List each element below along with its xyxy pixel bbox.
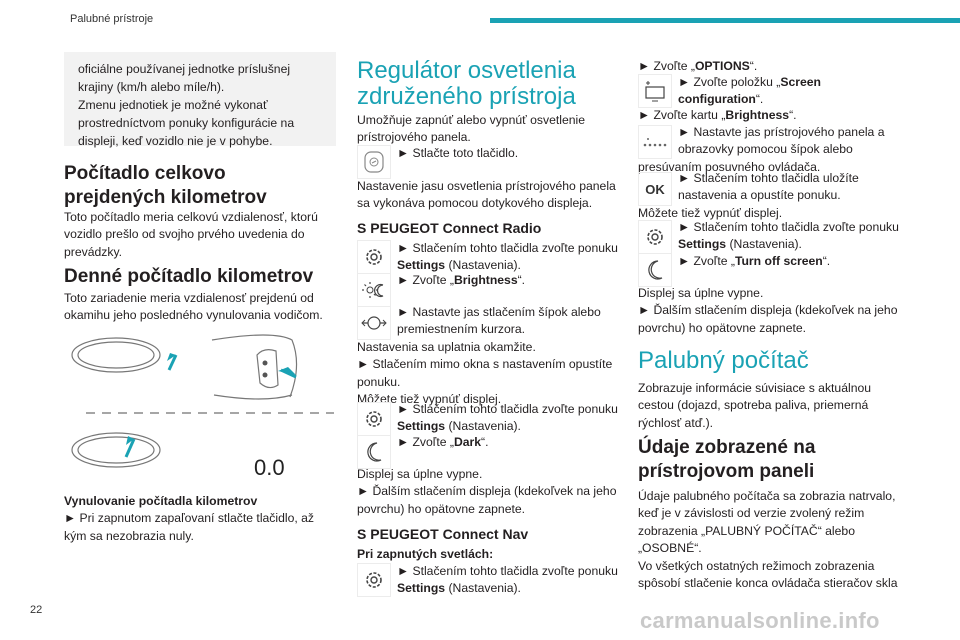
turn-off-step bbox=[678, 253, 830, 270]
text-line: cestou (dojazd, spotreba paliva, priemerná bbox=[638, 398, 869, 413]
heading-line: Počítadlo celkovo bbox=[64, 163, 226, 184]
text-line: Displej sa úplne vypne. bbox=[357, 467, 483, 481]
adjust-brightness-line3: presúvaním posuvného ovládača. bbox=[638, 160, 821, 174]
text-line: obrazovky pomocou šípok alebo bbox=[678, 142, 853, 157]
text-line: Vo všetkých ostatných režimoch zobrazenia bbox=[638, 558, 875, 573]
note-line: oficiálne používanej jednotke príslušnej bbox=[78, 62, 291, 76]
text-span: “. bbox=[789, 108, 797, 122]
text-line: Nastavenia sa uplatnia okamžite. bbox=[357, 340, 536, 354]
text-line: ► Ďalším stlačením displeja (kdekoľvek na jeho bbox=[638, 303, 898, 318]
text-line: ► Stlačením tohto tlačidla zvoľte ponuku bbox=[397, 241, 618, 255]
text-line: Umožňuje zapnúť alebo vypnúť osvetlenie bbox=[357, 113, 585, 127]
trip-text bbox=[64, 290, 323, 325]
text-span: “. bbox=[755, 92, 764, 107]
connect-radio-heading: S PEUGEOT Connect Radio bbox=[357, 220, 542, 236]
text-span: ► Zvoľte kartu „ bbox=[638, 108, 726, 122]
radio-dark-step bbox=[397, 434, 489, 451]
right-off-text bbox=[638, 285, 897, 337]
trip-heading: Denné počítadlo kilometrov bbox=[64, 266, 314, 287]
text-span: “. bbox=[749, 59, 758, 73]
text-line: Toto zariadenie meria vzdialenosť prejdenú od bbox=[64, 291, 314, 305]
text-line: Displej sa úplne vypne. bbox=[638, 286, 764, 300]
odometer-heading bbox=[64, 162, 267, 210]
right-settings-step bbox=[678, 219, 899, 254]
lights-on-label: Pri zapnutých svetlách: bbox=[357, 547, 494, 561]
note-line: krajiny (km/h alebo míle/h). bbox=[78, 80, 225, 94]
trip-reset-illustration bbox=[64, 325, 336, 485]
text-line: povrchu) ho opätovne zapnete. bbox=[638, 320, 807, 335]
screen-config-icon bbox=[638, 74, 672, 108]
text-span: (Nastavenia). bbox=[726, 237, 802, 252]
text-span: (Nastavenia). bbox=[445, 581, 521, 596]
text-line: ► Stlačením tohto tlačidla uložíte bbox=[678, 171, 859, 185]
text-line: kým sa nezobrazia nuly. bbox=[64, 528, 194, 543]
text-line: ► Stlačením mimo okna s nastavením opustíte bbox=[357, 357, 613, 372]
title-line: Regulátor osvetlenia bbox=[357, 57, 576, 84]
radio-settings-step bbox=[397, 240, 618, 275]
brightness-label: Brightness bbox=[453, 273, 518, 287]
text-line: Nastavenie jasu osvetlenia prístrojového panela bbox=[357, 179, 616, 193]
text-line: zobrazenia „PALUBNÝ POČÍTAČ“ alebo bbox=[638, 523, 855, 538]
gear-icon bbox=[357, 563, 391, 597]
slider-dots-icon bbox=[638, 125, 672, 159]
header-accent-bar bbox=[490, 18, 960, 23]
radio-settings-step-2 bbox=[397, 401, 618, 436]
settings-label: Settings bbox=[397, 419, 446, 434]
text-span: “. bbox=[822, 254, 831, 268]
text-line: nastavenia a opustíte ponuku. bbox=[678, 188, 841, 203]
turn-off-label: Turn off screen bbox=[734, 254, 823, 268]
text-line: ► Stlačením tohto tlačidla zvoľte ponuku bbox=[397, 564, 618, 578]
gear-icon bbox=[357, 402, 391, 436]
text-line: prevádzky. bbox=[64, 244, 123, 259]
trip-computer-text bbox=[638, 380, 871, 432]
text-line: ► Nastavte jas stlačením šípok alebo bbox=[397, 305, 601, 319]
text-line: vozidlo prešlo od svojho prvého uvedenia do bbox=[64, 227, 305, 242]
page-number: 22 bbox=[30, 604, 43, 616]
dash-light-button-icon bbox=[357, 145, 391, 179]
brightness-label: Brightness bbox=[725, 108, 790, 122]
text-line: Môžete tiež vypnúť displej. bbox=[357, 392, 502, 407]
ok-button-icon bbox=[638, 172, 672, 206]
text-line: ponuku. bbox=[357, 374, 401, 389]
brightness-icon bbox=[357, 273, 391, 307]
text-span: ► Zvoľte „ bbox=[397, 273, 454, 287]
text-line: rýchlosť atď.). bbox=[638, 415, 714, 430]
text-span: (Nastavenia). bbox=[445, 419, 521, 434]
moon-icon bbox=[357, 435, 391, 469]
text-line: sa vykonáva pomocou dotykového displeja. bbox=[357, 196, 593, 211]
text-line: Zobrazuje informácie súvisiace s aktuálnou bbox=[638, 381, 872, 395]
note-line: prostredníctvom ponuky konfigurácie na bbox=[78, 116, 295, 130]
dark-label: Dark bbox=[453, 435, 482, 449]
nav-settings-step bbox=[397, 563, 618, 598]
brightness-tab-step bbox=[638, 107, 797, 124]
heading-line: prístrojovom paneli bbox=[638, 461, 815, 482]
text-span: ► Zvoľte „ bbox=[638, 59, 695, 73]
screen-config-step bbox=[678, 74, 821, 109]
text-span: “. bbox=[517, 273, 526, 287]
settings-label: Settings bbox=[678, 237, 727, 252]
note-line: Zmenu jednotiek je možné vykonať bbox=[78, 98, 268, 112]
odometer-display-value: 0.0 bbox=[254, 455, 285, 480]
text-line: Toto počítadlo meria celkovú vzdialenosť, ktorú bbox=[64, 210, 318, 224]
options-label: OPTIONS bbox=[694, 59, 750, 73]
text-line: ► Stlačením tohto tlačidla zvoľte ponuku bbox=[678, 220, 899, 234]
text-line: ► Ďalším stlačením displeja (kdekoľvek na jeho bbox=[357, 484, 617, 499]
text-line: povrchu) ho opätovne zapnete. bbox=[357, 501, 526, 516]
odometer-text bbox=[64, 209, 318, 261]
heading-line: Údaje zobrazené na bbox=[638, 437, 816, 458]
displayed-data-heading bbox=[638, 436, 815, 484]
text-line: spôsobí stlačenie konca ovládača stieračov skla bbox=[638, 576, 898, 591]
text-span: (Nastavenia). bbox=[445, 258, 521, 273]
text-span: “. bbox=[481, 435, 489, 449]
reset-title: Vynulovanie počítadla kilometrov bbox=[64, 494, 258, 508]
brightness-regulator-title bbox=[357, 58, 576, 110]
text-span: ► Zvoľte položku „ bbox=[678, 75, 781, 89]
configuration-label: configuration bbox=[678, 92, 756, 107]
radio-off-text bbox=[357, 466, 616, 518]
text-line: Údaje palubného počítača sa zobrazia natrvalo, bbox=[638, 489, 896, 503]
settings-label: Settings bbox=[397, 258, 446, 273]
gear-icon bbox=[357, 240, 391, 274]
intro-text bbox=[357, 112, 585, 147]
text-line: prístrojového panela. bbox=[357, 130, 471, 145]
moon-icon bbox=[638, 253, 672, 287]
text-line: ► Stlačením tohto tlačidla zvoľte ponuku bbox=[397, 402, 618, 416]
title-line: združeného prístroja bbox=[357, 83, 576, 110]
text-line: ► Pri zapnutom zapaľovaní stlačte tlačidlo, až bbox=[64, 511, 315, 526]
trip-computer-title: Palubný počítač bbox=[638, 347, 809, 374]
screen-label: Screen bbox=[780, 75, 821, 89]
text-span: ► Zvoľte „ bbox=[678, 254, 735, 268]
options-step bbox=[638, 58, 757, 75]
note-box bbox=[64, 52, 336, 146]
adjust-brightness-step bbox=[678, 124, 885, 159]
reset-section bbox=[64, 493, 314, 545]
ok-line3: Môžete tiež vypnúť displej. bbox=[638, 206, 783, 220]
connect-nav-heading: S PEUGEOT Connect Nav bbox=[357, 526, 529, 542]
gear-icon bbox=[638, 220, 672, 254]
adjust-text bbox=[357, 178, 616, 213]
settings-label: Settings bbox=[397, 581, 446, 596]
heading-line: prejdených kilometrov bbox=[64, 187, 267, 208]
text-line: premiestnením kurzora. bbox=[397, 322, 526, 337]
radio-brightness-step bbox=[397, 272, 525, 289]
radio-notes bbox=[357, 339, 612, 409]
radio-adjust-step bbox=[397, 304, 601, 339]
note-line: displeji, keď vozidlo nie je v pohybe. bbox=[78, 134, 273, 148]
ok-label: OK bbox=[645, 181, 665, 197]
slider-cursor-icon bbox=[357, 306, 391, 340]
text-line: ► Nastavte jas prístrojového panela a bbox=[678, 125, 885, 139]
ok-step bbox=[678, 170, 859, 205]
text-span: ► Zvoľte „ bbox=[397, 435, 454, 449]
text-line: keď je v závislosti od verzie zvolený režim bbox=[638, 506, 865, 521]
watermark: carmanualsonline.info bbox=[640, 608, 880, 633]
text-line: okamihu jeho posledného vynulovania vodičom. bbox=[64, 308, 323, 323]
press-button-text: ► Stlačte toto tlačidlo. bbox=[397, 146, 519, 160]
text-line: „OSOBNÉ“. bbox=[638, 541, 702, 556]
displayed-data-text bbox=[638, 488, 897, 592]
header-title: Palubné prístroje bbox=[70, 13, 154, 25]
